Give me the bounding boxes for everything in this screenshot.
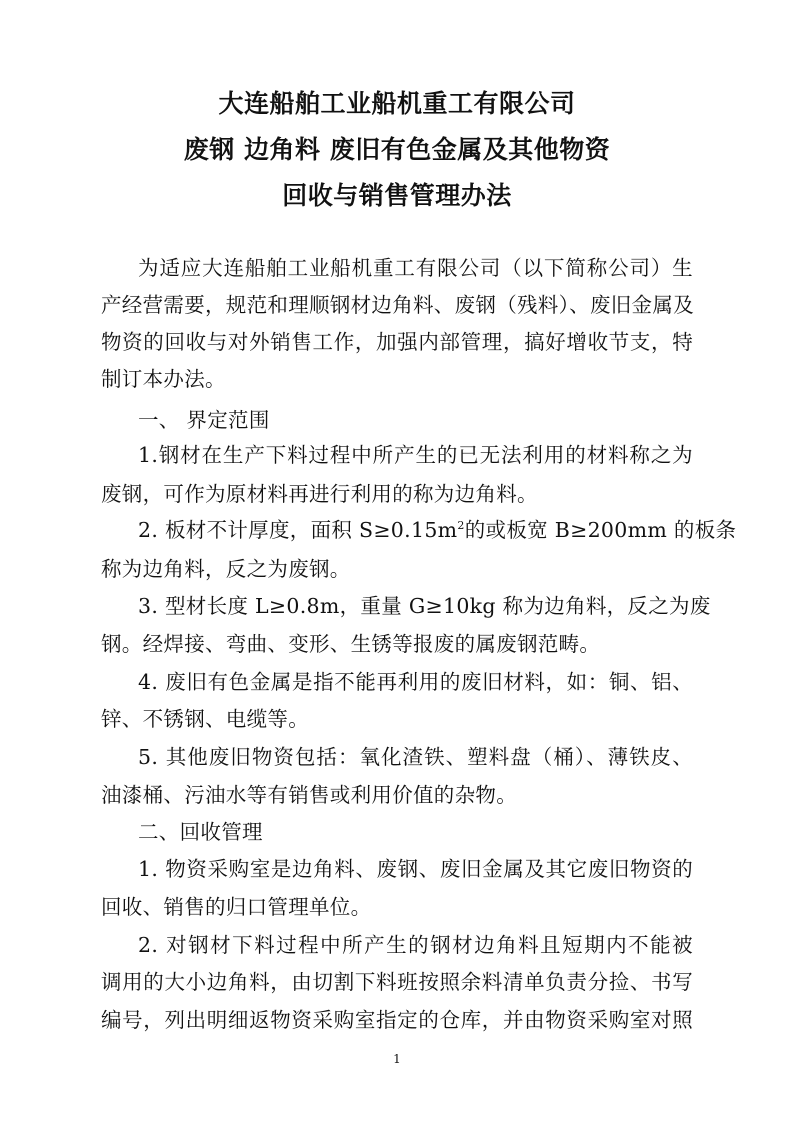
text-segment: 的或板宽 B≥200mm 的板条 — [464, 518, 737, 542]
section-heading: 二、回收管理 — [138, 820, 263, 844]
paragraph-line-with-superscript — [138, 516, 737, 544]
paragraph-line: 钢。经焊接、弯曲、变形、生锈等报废的属废钢范畴。 — [101, 632, 601, 656]
paragraph-line: 油漆桶、污油水等有销售或利用价值的杂物。 — [101, 783, 517, 807]
document-title-line-1: 大连船舶工业船机重工有限公司 — [218, 89, 576, 118]
paragraph-line: 5. 其他废旧物资包括：氧化渣铁、塑料盘（桶）、薄铁皮、 — [138, 745, 693, 769]
paragraph-line: 编号，列出明细返物资采购室指定的仓库，并由物资采购室对照 — [101, 1008, 693, 1032]
paragraph-line: 回收、销售的归口管理单位。 — [101, 895, 372, 919]
page-number: 1 — [393, 1052, 401, 1066]
section-heading: 一、 界定范围 — [138, 408, 270, 432]
paragraph-line: 制订本办法。 — [101, 367, 226, 391]
document-title-line-3: 回收与销售管理办法 — [282, 181, 512, 210]
paragraph-line: 为适应大连船舶工业船机重工有限公司（以下简称公司）生 — [138, 256, 693, 280]
paragraph-line: 废钢，可作为原材料再进行利用的称为边角料。 — [101, 482, 538, 506]
paragraph-line: 2. 对钢材下料过程中所产生的钢材边角料且短期内不能被 — [138, 933, 693, 957]
paragraph-line: 称为边角料，反之为废钢。 — [101, 557, 351, 581]
paragraph-line: 1. 物资采购室是边角料、废钢、废旧金属及其它废旧物资的 — [138, 857, 693, 881]
paragraph-line: 1.钢材在生产下料过程中所产生的已无法利用的材料称之为 — [138, 443, 693, 467]
superscript-two: 2 — [457, 519, 465, 533]
paragraph-line: 锌、不锈钢、电缆等。 — [101, 707, 309, 731]
paragraph-line: 3. 型材长度 L≥0.8m，重量 G≥10kg 称为边角料，反之为废 — [138, 594, 711, 618]
paragraph-line: 物资的回收与对外销售工作，加强内部管理，搞好增收节支，特 — [101, 330, 693, 354]
paragraph-line: 4. 废旧有色金属是指不能再利用的废旧材料，如：铜、铝、 — [138, 670, 693, 694]
document-title-line-2: 废钢 边角料 废旧有色金属及其他物资 — [183, 135, 611, 164]
paragraph-line: 产经营需要，规范和理顺钢材边角料、废钢（残料）、废旧金属及 — [101, 293, 694, 317]
paragraph-line: 调用的大小边角料，由切割下料班按照余料清单负责分捡、书写 — [101, 970, 693, 994]
text-segment: 2. 板材不计厚度，面积 S≥0.15m — [138, 518, 458, 542]
